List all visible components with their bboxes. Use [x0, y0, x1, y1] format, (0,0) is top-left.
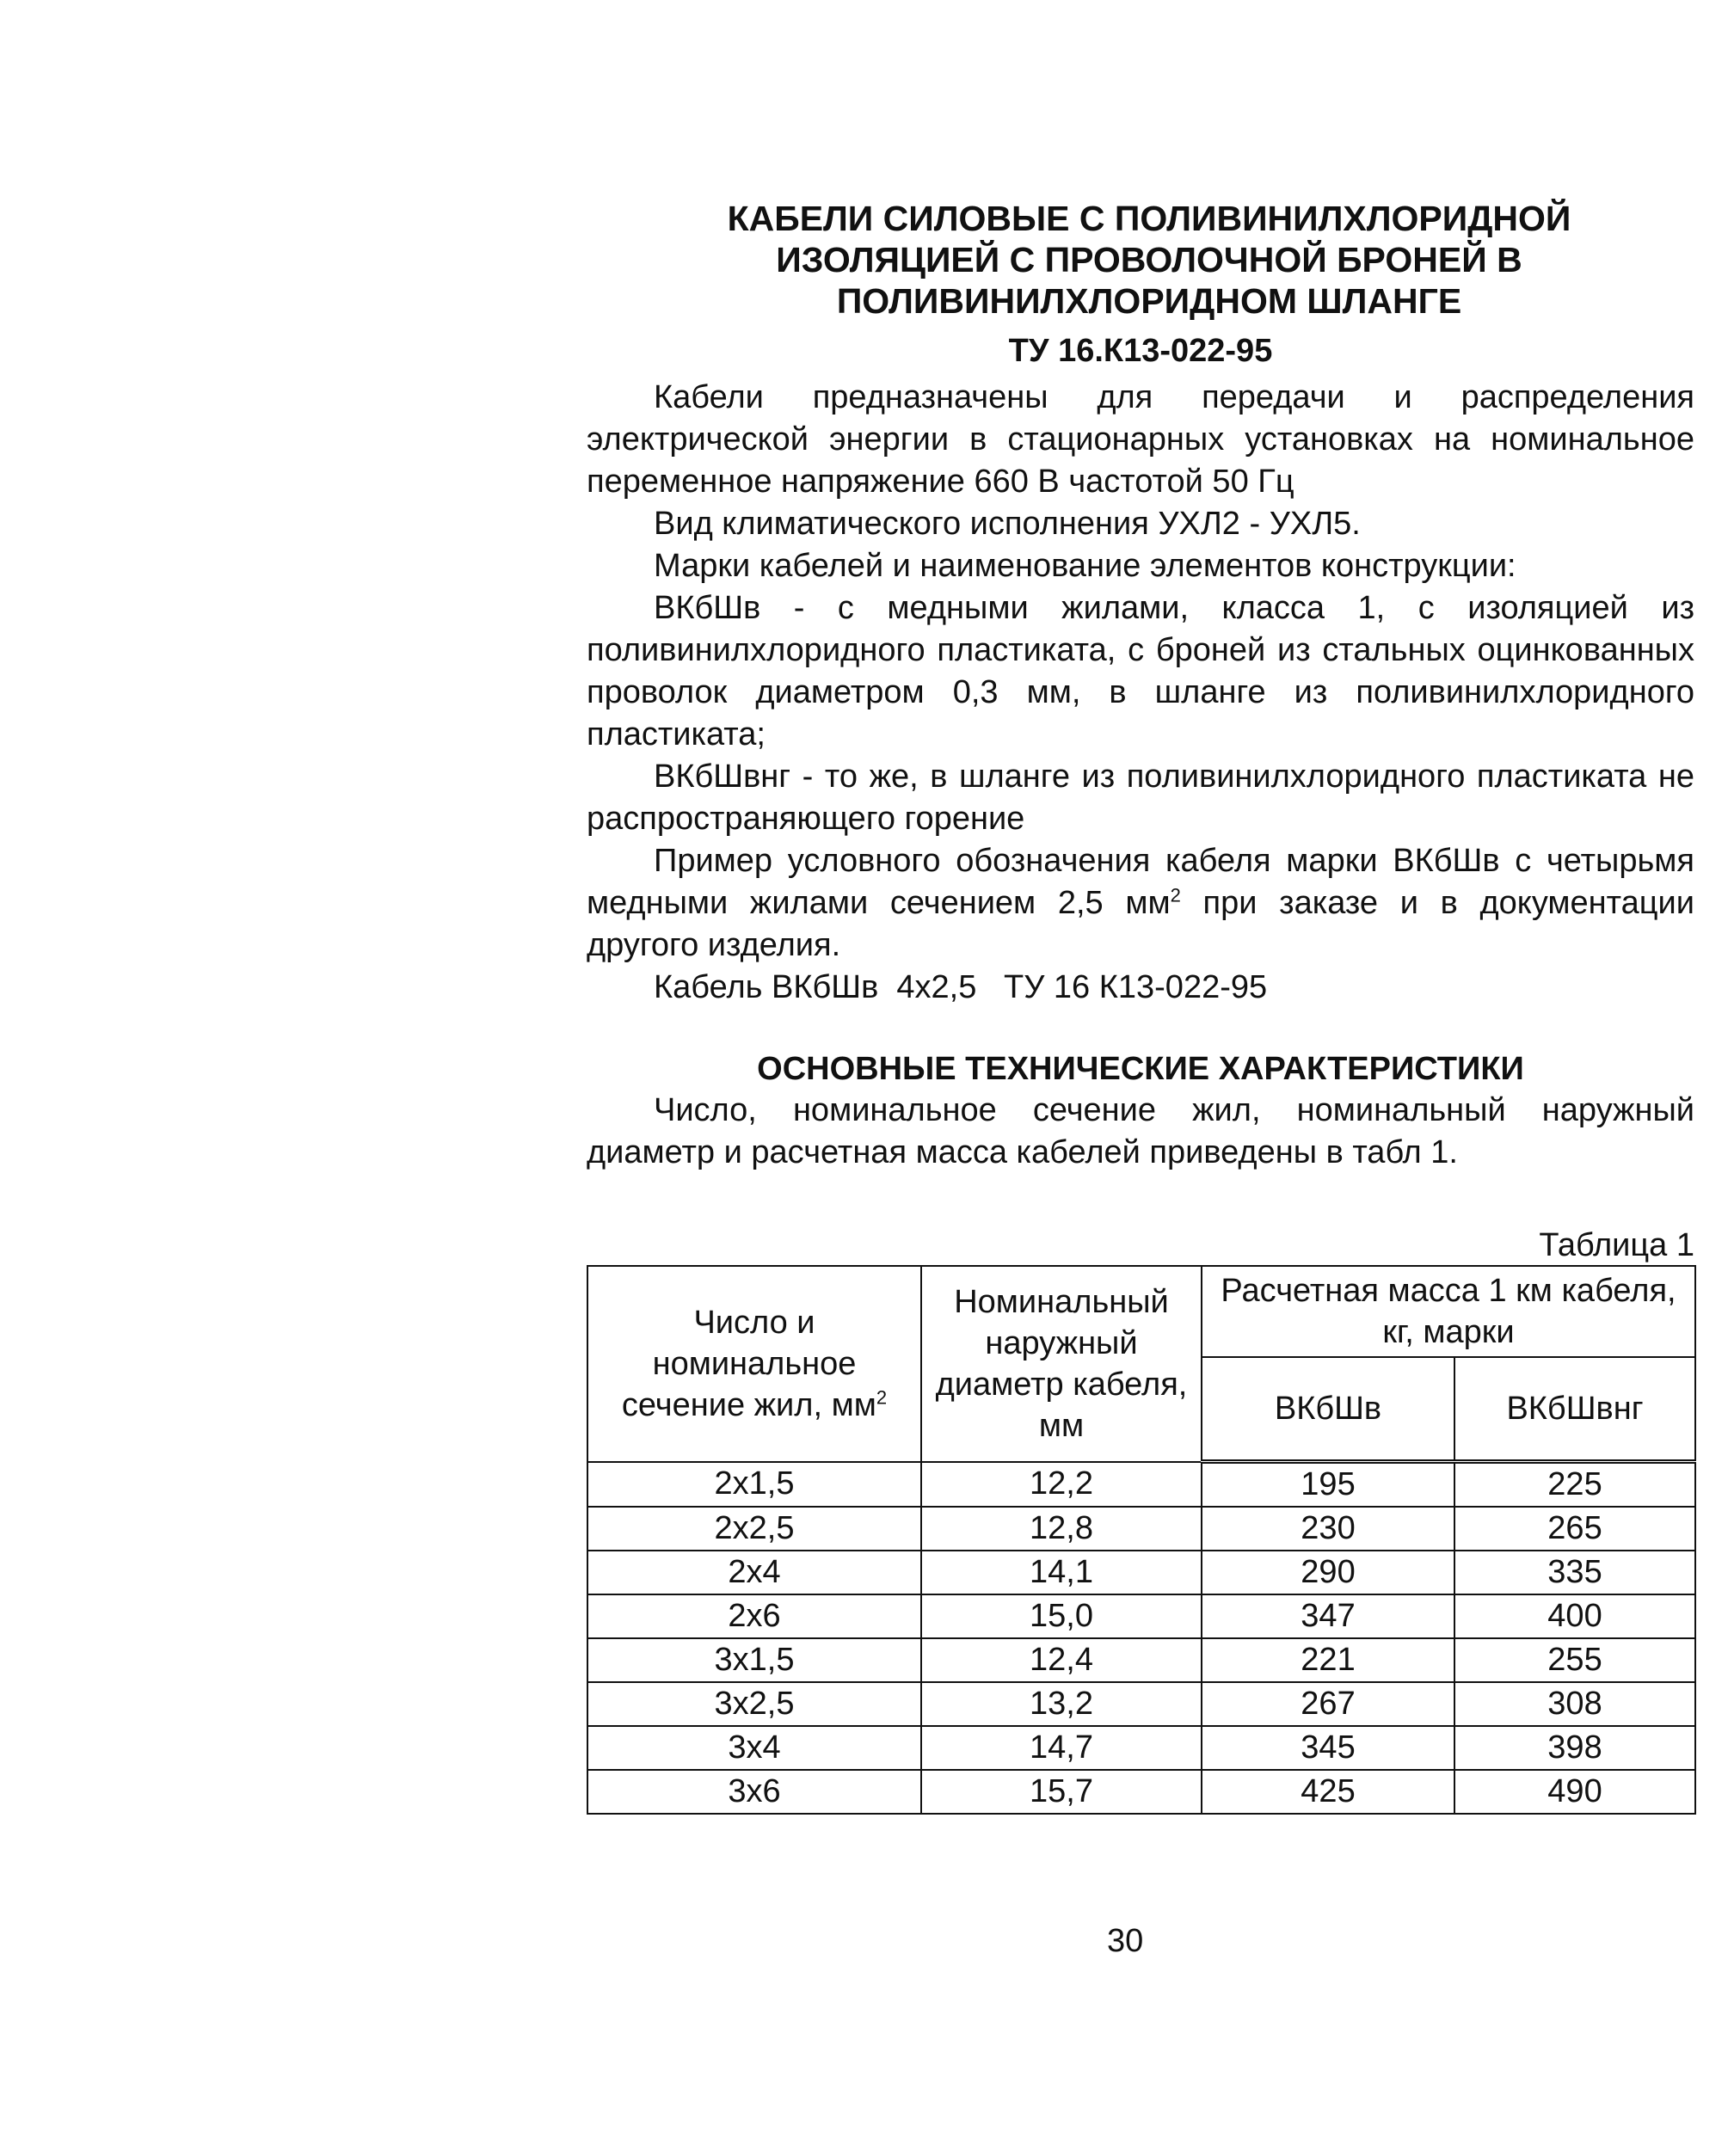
- table-row: [587, 1638, 1695, 1682]
- cell-mass-vkbshv: 221: [1202, 1638, 1454, 1682]
- section-title: ОСНОВНЫЕ ТЕХНИЧЕСКИЕ ХАРАКТЕРИСТИКИ: [757, 1051, 1524, 1087]
- table-row: [587, 1462, 1695, 1508]
- cell-mass-vkbshv: 230: [1202, 1507, 1454, 1551]
- example-value: Кабель ВКбШв 4х2,5 ТУ 16 К13-022-95: [654, 969, 1268, 1005]
- table-row: [587, 1770, 1695, 1814]
- table-row: [587, 1594, 1695, 1638]
- cell-mass-vkbshv: 347: [1202, 1594, 1454, 1638]
- cell-mass-vkbshv: 195: [1202, 1462, 1454, 1508]
- cell-mass-vkbshv: 267: [1202, 1682, 1454, 1726]
- table-row: [587, 1551, 1695, 1594]
- table-row: [587, 1726, 1695, 1770]
- characteristics-table: [587, 1265, 1696, 1815]
- cell-outer-diameter: 14,7: [921, 1726, 1202, 1770]
- paragraph-brands-intro: Марки кабелей и наименование элементов конструкции:: [654, 548, 1516, 584]
- page-number: 30: [1107, 1923, 1144, 1959]
- paragraph-example-value: [587, 967, 1694, 1009]
- cell-mass-vkbshv: 425: [1202, 1770, 1454, 1814]
- paragraph-brand-vkbshv: ВКбШв - с медными жилами, класса 1, с изоляцией из поливинилхлоридного пластиката, с броней из стальных оцинкованных проволок диаметром 0,3 мм, в шланге из поливинилхлоридного пластиката;: [587, 590, 1694, 752]
- cell-outer-diameter: 14,1: [921, 1551, 1202, 1594]
- cell-outer-diameter: 12,8: [921, 1507, 1202, 1551]
- title-line-1: КАБЕЛИ СИЛОВЫЕ С ПОЛИВИНИЛХЛОРИДНОЙ: [727, 199, 1571, 238]
- cell-mass-vkbshvng: 225: [1454, 1462, 1695, 1508]
- cell-cores-section: 2х1,5: [587, 1462, 921, 1508]
- header-calculated-mass: Расчетная масса 1 км кабеля, кг, марки: [1202, 1266, 1695, 1357]
- table-header-row: [587, 1266, 1695, 1357]
- table-row: [587, 1507, 1695, 1551]
- table-caption: Таблица 1: [1539, 1227, 1694, 1263]
- cell-mass-vkbshvng: 255: [1454, 1638, 1695, 1682]
- title-line-2: ИЗОЛЯЦИЕЙ С ПРОВОЛОЧНОЙ БРОНЕЙ В: [776, 240, 1522, 279]
- paragraph-climate: Вид климатического исполнения УХЛ2 - УХЛ5.: [654, 506, 1361, 542]
- paragraph-brand-vkbshvng: ВКбШвнг - то же, в шланге из поливинилхлоридного пластиката не распространяющего горение: [587, 759, 1694, 837]
- example-text-before: Пример условного обозначения кабеля марки ВКбШв с четырьмя медными жилами сечением 2,5 мм: [587, 843, 1694, 921]
- cell-cores-section: 3х6: [587, 1770, 921, 1814]
- cell-outer-diameter: 12,4: [921, 1638, 1202, 1682]
- cell-cores-section: 3х2,5: [587, 1682, 921, 1726]
- header-cores-section: Число и номинальное сечение жил, $мм^2$: [587, 1266, 921, 1462]
- cell-outer-diameter: 15,0: [921, 1594, 1202, 1638]
- paragraph-purpose: Кабели предназначены для передачи и распределения электрической энергии в стационарных установках на номинальное переменное напряжение 660 В частотой 50 Гц: [587, 379, 1694, 500]
- cell-mass-vkbshvng: 335: [1454, 1551, 1695, 1594]
- cell-cores-section: 2х2,5: [587, 1507, 921, 1551]
- cell-mass-vkbshvng: 265: [1454, 1507, 1695, 1551]
- title-line-3: ПОЛИВИНИЛХЛОРИДНОМ ШЛАНГЕ: [836, 281, 1462, 321]
- example-text-after: при заказе и в документации другого изделия.: [587, 885, 1694, 963]
- cell-cores-section: 2х4: [587, 1551, 921, 1594]
- header-vkbshv: ВКбШв: [1202, 1357, 1454, 1462]
- table-body: [587, 1462, 1695, 1815]
- cell-mass-vkbshvng: 308: [1454, 1682, 1695, 1726]
- cell-mass-vkbshvng: 490: [1454, 1770, 1695, 1814]
- paragraph-example: [587, 840, 1694, 967]
- cell-outer-diameter: 13,2: [921, 1682, 1202, 1726]
- example-superscript: 2: [1170, 884, 1181, 906]
- cell-mass-vkbshvng: 398: [1454, 1726, 1695, 1770]
- cell-mass-vkbshv: 345: [1202, 1726, 1454, 1770]
- cell-mass-vkbshvng: 400: [1454, 1594, 1695, 1638]
- cell-mass-vkbshv: 290: [1202, 1551, 1454, 1594]
- tu-code: ТУ 16.К13-022-95: [1008, 333, 1273, 369]
- cell-outer-diameter: 12,2: [921, 1462, 1202, 1508]
- table-row: [587, 1682, 1695, 1726]
- header-outer-diameter: Номинальный наружный диаметр кабеля, мм: [921, 1266, 1202, 1462]
- cell-cores-section: 3х4: [587, 1726, 921, 1770]
- document-title: [587, 198, 1694, 322]
- cell-outer-diameter: 15,7: [921, 1770, 1202, 1814]
- cell-cores-section: 3х1,5: [587, 1638, 921, 1682]
- cell-cores-section: 2х6: [587, 1594, 921, 1638]
- header-vkbshvng: ВКбШвнг: [1454, 1357, 1695, 1462]
- header-superscript: 2: [876, 1386, 888, 1409]
- document-page: [587, 198, 1694, 1815]
- section-text: Число, номинальное сечение жил, номинальный наружный диаметр и расчетная масса кабелей приведены в табл 1.: [587, 1092, 1694, 1170]
